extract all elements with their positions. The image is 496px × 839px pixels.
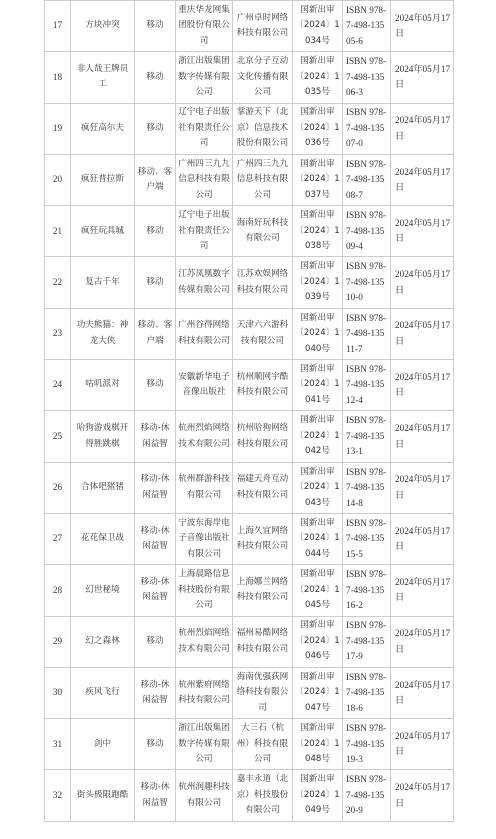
operator-cell: 广州四三九九信息科技有限公司 — [233, 154, 293, 205]
table-row — [45, 360, 454, 411]
approval-number-cell: 国新出审〔2024〕1035号 — [293, 52, 343, 103]
category-cell: 移动-休闲益智 — [135, 565, 176, 616]
category-cell: 移动、客户端 — [135, 154, 176, 205]
game-name-cell: 咕叽派对 — [71, 360, 135, 411]
isbn-cell: ISBN 978-7-498-13510-0 — [343, 257, 391, 308]
row-number-cell: 18 — [45, 52, 71, 103]
table-row — [45, 513, 454, 564]
approval-table — [44, 0, 454, 822]
operator-cell: 杭州哈狗网络科技有限公司 — [233, 411, 293, 462]
game-name-cell: 疯狂高尔夫 — [71, 103, 135, 154]
game-name-cell: 花花保卫战 — [71, 513, 135, 564]
game-name-cell: 疯狂普拉斯 — [71, 154, 135, 205]
table-row — [45, 1, 454, 52]
operator-cell: 掌游天下（北京）信息技术股份有限公司 — [233, 103, 293, 154]
row-number-cell: 21 — [45, 206, 71, 257]
isbn-cell: ISBN 978-7-498-13505-6 — [343, 1, 391, 52]
approval-date-cell: 2024年05月17日 — [391, 308, 454, 359]
category-cell: 移动 — [135, 206, 176, 257]
publisher-cell: 浙江出版集团数字传媒有限公司 — [176, 719, 233, 770]
operator-cell: 江苏欢娱网络科技有限公司 — [233, 257, 293, 308]
table-row — [45, 667, 454, 718]
approval-number-cell: 国新出审〔2024〕1038号 — [293, 206, 343, 257]
category-cell: 移动-休闲益智 — [135, 513, 176, 564]
category-cell: 移动-休闲益智 — [135, 411, 176, 462]
approval-date-cell: 2024年05月17日 — [391, 719, 454, 770]
row-number-cell: 27 — [45, 513, 71, 564]
row-number-cell: 30 — [45, 667, 71, 718]
row-number-cell: 24 — [45, 360, 71, 411]
approval-number-cell: 国新出审〔2024〕1047号 — [293, 667, 343, 718]
approval-number-cell: 国新出审〔2024〕1034号 — [293, 1, 343, 52]
publisher-cell: 浙江出版集团数字传媒有限公司 — [176, 52, 233, 103]
isbn-cell: ISBN 978-7-498-13514-8 — [343, 462, 391, 513]
table-row — [45, 565, 454, 616]
operator-cell: 海南好玩科技有限公司 — [233, 206, 293, 257]
table-row — [45, 462, 454, 513]
approval-date-cell: 2024年05月17日 — [391, 1, 454, 52]
row-number-cell: 32 — [45, 770, 71, 821]
category-cell: 移动、客户端 — [135, 308, 176, 359]
game-name-cell: 疾风飞行 — [71, 667, 135, 718]
approval-number-cell: 国新出审〔2024〕1045号 — [293, 565, 343, 616]
operator-cell: 上海娜兰网络科技有限公司 — [233, 565, 293, 616]
operator-cell: 大三石（杭州）科技有限公司 — [233, 719, 293, 770]
approval-date-cell: 2024年05月17日 — [391, 616, 454, 667]
category-cell: 移动 — [135, 719, 176, 770]
approval-date-cell: 2024年05月17日 — [391, 411, 454, 462]
operator-cell: 福建天舟互动科技有限公司 — [233, 462, 293, 513]
category-cell: 移动 — [135, 257, 176, 308]
category-cell: 移动 — [135, 360, 176, 411]
game-name-cell: 合体吧猪猪 — [71, 462, 135, 513]
publisher-cell: 江苏凤凰数字传媒有限公司 — [176, 257, 233, 308]
isbn-cell: ISBN 978-7-498-13513-1 — [343, 411, 391, 462]
game-name-cell: 非人哉王牌员工 — [71, 52, 135, 103]
approval-date-cell: 2024年05月17日 — [391, 103, 454, 154]
isbn-cell: ISBN 978-7-498-13508-7 — [343, 154, 391, 205]
approval-number-cell: 国新出审〔2024〕1036号 — [293, 103, 343, 154]
game-name-cell: 街头极限跑酷 — [71, 770, 135, 821]
table-row — [45, 103, 454, 154]
approval-number-cell: 国新出审〔2024〕1041号 — [293, 360, 343, 411]
game-name-cell: 疯狂玩具城 — [71, 206, 135, 257]
isbn-cell: ISBN 978-7-498-13511-7 — [343, 308, 391, 359]
isbn-cell: ISBN 978-7-498-13516-2 — [343, 565, 391, 616]
approval-date-cell: 2024年05月17日 — [391, 257, 454, 308]
table-row — [45, 206, 454, 257]
approval-date-cell: 2024年05月17日 — [391, 52, 454, 103]
table-row — [45, 154, 454, 205]
row-number-cell: 28 — [45, 565, 71, 616]
category-cell: 移动 — [135, 52, 176, 103]
isbn-cell: ISBN 978-7-498-13512-4 — [343, 360, 391, 411]
operator-cell: 嘉丰永道（北京）科技股份有限公司 — [233, 770, 293, 821]
category-cell: 移动-休闲益智 — [135, 667, 176, 718]
approval-date-cell: 2024年05月17日 — [391, 513, 454, 564]
row-number-cell: 20 — [45, 154, 71, 205]
approval-date-cell: 2024年05月17日 — [391, 565, 454, 616]
operator-cell: 杭州顺网宇酷科技有限公司 — [233, 360, 293, 411]
publisher-cell: 杭州润趣科技有限公司 — [176, 770, 233, 821]
game-name-cell: 哈狗游戏棋开得胜跳棋 — [71, 411, 135, 462]
approval-number-cell: 国新出审〔2024〕1046号 — [293, 616, 343, 667]
publisher-cell: 杭州群游科技有限公司 — [176, 462, 233, 513]
row-number-cell: 29 — [45, 616, 71, 667]
approval-number-cell: 国新出审〔2024〕1042号 — [293, 411, 343, 462]
publisher-cell: 杭州烈焰网络技术有限公司 — [176, 616, 233, 667]
isbn-cell: ISBN 978-7-498-13507-0 — [343, 103, 391, 154]
publisher-cell: 广州四三九九信息科技有限公司 — [176, 154, 233, 205]
row-number-cell: 19 — [45, 103, 71, 154]
isbn-cell: ISBN 978-7-498-13520-9 — [343, 770, 391, 821]
game-name-cell: 幻之森林 — [71, 616, 135, 667]
game-name-cell: 功夫熊猫：神龙大侠 — [71, 308, 135, 359]
table-row — [45, 308, 454, 359]
game-name-cell: 剑中 — [71, 719, 135, 770]
isbn-cell: ISBN 978-7-498-13517-9 — [343, 616, 391, 667]
isbn-cell: ISBN 978-7-498-13518-6 — [343, 667, 391, 718]
operator-cell: 广州卓时网络科技有限公司 — [233, 1, 293, 52]
isbn-cell: ISBN 978-7-498-13506-3 — [343, 52, 391, 103]
table-row — [45, 719, 454, 770]
game-name-cell: 复古千年 — [71, 257, 135, 308]
category-cell: 移动 — [135, 1, 176, 52]
approval-number-cell: 国新出审〔2024〕1048号 — [293, 719, 343, 770]
publisher-cell: 重庆华龙网集团股份有限公司 — [176, 1, 233, 52]
publisher-cell: 安徽新华电子音像出版社 — [176, 360, 233, 411]
operator-cell: 北京分子互动文化传播有限公司 — [233, 52, 293, 103]
table-row — [45, 616, 454, 667]
table-row — [45, 52, 454, 103]
approval-number-cell: 国新出审〔2024〕1040号 — [293, 308, 343, 359]
row-number-cell: 25 — [45, 411, 71, 462]
category-cell: 移动-休闲益智 — [135, 770, 176, 821]
approval-number-cell: 国新出审〔2024〕1039号 — [293, 257, 343, 308]
row-number-cell: 22 — [45, 257, 71, 308]
approval-date-cell: 2024年05月17日 — [391, 667, 454, 718]
operator-cell: 福州易酷网络科技有限公司 — [233, 616, 293, 667]
approval-date-cell: 2024年05月17日 — [391, 206, 454, 257]
publisher-cell: 辽宁电子出版社有限责任公司 — [176, 103, 233, 154]
approval-number-cell: 国新出审〔2024〕1044号 — [293, 513, 343, 564]
operator-cell: 上海久宜网络科技有限公司 — [233, 513, 293, 564]
row-number-cell: 23 — [45, 308, 71, 359]
approval-number-cell: 国新出审〔2024〕1043号 — [293, 462, 343, 513]
category-cell: 移动 — [135, 616, 176, 667]
operator-cell: 天津六六游科技有限公司 — [233, 308, 293, 359]
isbn-cell: ISBN 978-7-498-13515-5 — [343, 513, 391, 564]
operator-cell: 海南优强荻网络科技有限公司 — [233, 667, 293, 718]
approval-date-cell: 2024年05月17日 — [391, 154, 454, 205]
table-row — [45, 257, 454, 308]
approval-date-cell: 2024年05月17日 — [391, 360, 454, 411]
game-name-cell: 幻世秘境 — [71, 565, 135, 616]
approval-date-cell: 2024年05月17日 — [391, 462, 454, 513]
row-number-cell: 31 — [45, 719, 71, 770]
table-row — [45, 770, 454, 821]
category-cell: 移动 — [135, 103, 176, 154]
game-name-cell: 方块冲突 — [71, 1, 135, 52]
approval-date-cell: 2024年05月17日 — [391, 770, 454, 821]
isbn-cell: ISBN 978-7-498-13519-3 — [343, 719, 391, 770]
publisher-cell: 杭州烈焰网络技术有限公司 — [176, 411, 233, 462]
publisher-cell: 上海晨路信息科技股份有限公司 — [176, 565, 233, 616]
category-cell: 移动-休闲益智 — [135, 462, 176, 513]
table-row — [45, 411, 454, 462]
row-number-cell: 26 — [45, 462, 71, 513]
publisher-cell: 广州谷得网络科技有限公司 — [176, 308, 233, 359]
approval-number-cell: 国新出审〔2024〕1049号 — [293, 770, 343, 821]
publisher-cell: 宁波东海岸电子音像出版社有限公司 — [176, 513, 233, 564]
table-body — [45, 1, 454, 822]
publisher-cell: 辽宁电子出版社有限责任公司 — [176, 206, 233, 257]
approval-number-cell: 国新出审〔2024〕1037号 — [293, 154, 343, 205]
isbn-cell: ISBN 978-7-498-13509-4 — [343, 206, 391, 257]
publisher-cell: 杭州紫府网络科技有限公司 — [176, 667, 233, 718]
row-number-cell: 17 — [45, 1, 71, 52]
